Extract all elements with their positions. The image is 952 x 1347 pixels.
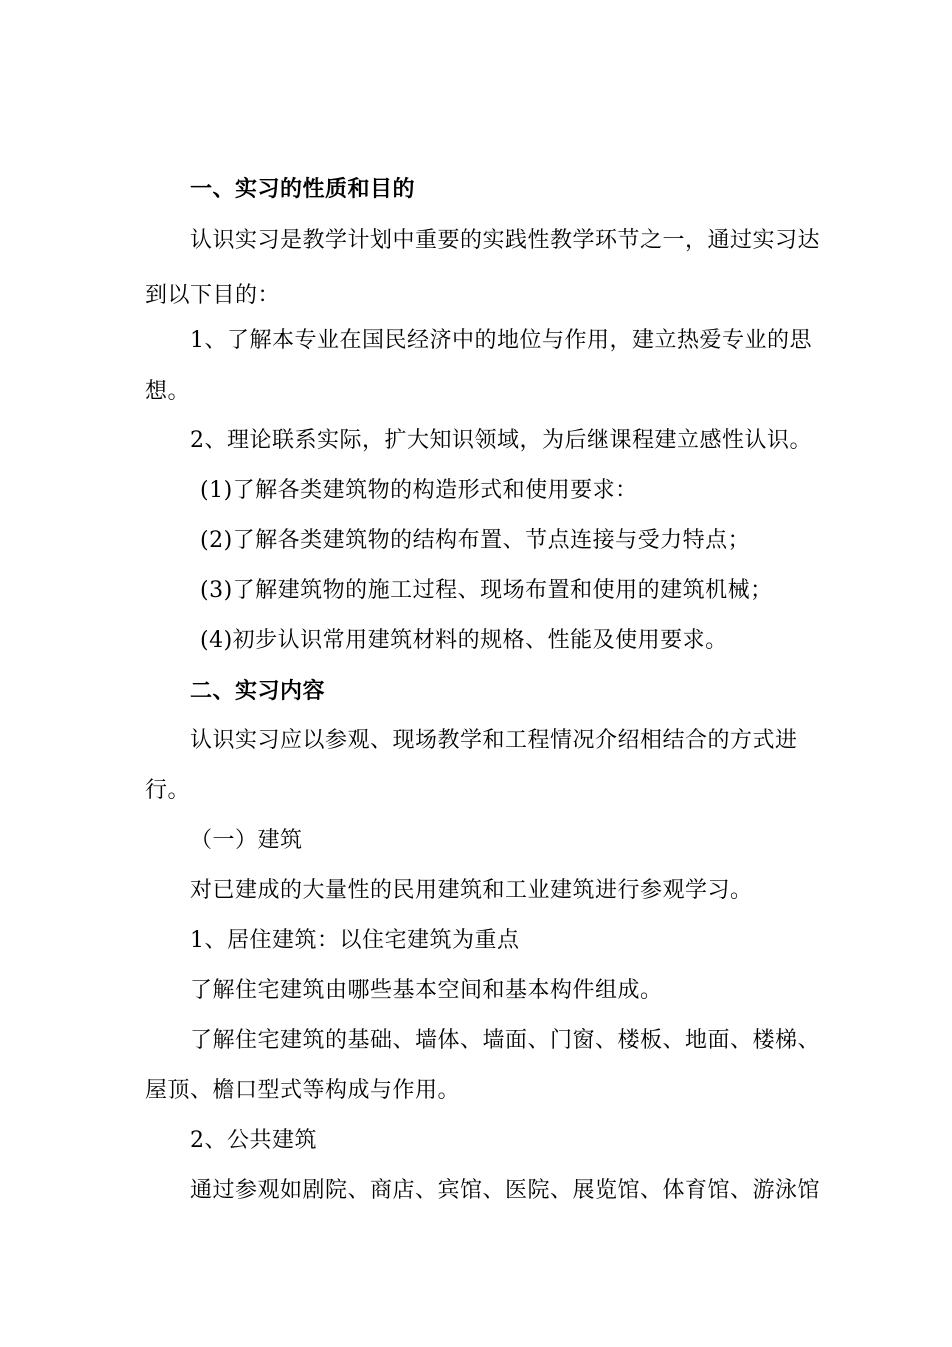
section2-intro-line2: 行。 (145, 778, 191, 803)
public-paragraph1: 通过参观如剧院、商店、宾馆、医院、展览馆、体育馆、游泳馆 (190, 1178, 821, 1203)
residential-heading: 1、居住建筑：以住宅建筑为重点 (190, 928, 520, 953)
residential-paragraph2-line2: 屋顶、檐口型式等构成与作用。 (145, 1078, 461, 1103)
section1-sub4: (4)初步认识常用建筑材料的规格、性能及使用要求。 (200, 628, 728, 653)
section2-sub-intro: 对已建成的大量性的民用建筑和工业建筑进行参观学习。 (190, 878, 753, 903)
section1-sub3: (3)了解建筑物的施工过程、现场布置和使用的建筑机械； (200, 578, 773, 603)
section1-sub2: (2)了解各类建筑物的结构布置、节点连接与受力特点； (200, 528, 751, 553)
section1-item1-line1: 1、了解本专业在国民经济中的地位与作用，建立热爱专业的思 (190, 328, 812, 353)
section1-intro-line1: 认识实习是教学计划中重要的实践性教学环节之一，通过实习达 (190, 228, 821, 253)
residential-paragraph1: 了解住宅建筑由哪些基本空间和基本构件组成。 (190, 978, 663, 1003)
section1-sub1: (1)了解各类建筑物的构造形式和使用要求： (200, 478, 638, 503)
residential-paragraph2-line1: 了解住宅建筑的基础、墙体、墙面、门窗、楼板、地面、楼梯、 (190, 1028, 821, 1053)
section2-sub-heading: （一）建筑 (190, 828, 303, 853)
section2-heading: 二、实习内容 (190, 678, 326, 704)
section2-intro-line1: 认识实习应以参观、现场教学和工程情况介绍相结合的方式进 (190, 728, 798, 753)
public-heading: 2、公共建筑 (190, 1128, 317, 1153)
section1-heading: 一、实习的性质和目的 (190, 176, 416, 202)
section1-intro-line2: 到以下目的： (145, 283, 281, 308)
section1-item2: 2、理论联系实际，扩大知识领域，为后继课程建立感性认识。 (190, 428, 812, 453)
section1-item1-line2: 想。 (145, 379, 191, 404)
